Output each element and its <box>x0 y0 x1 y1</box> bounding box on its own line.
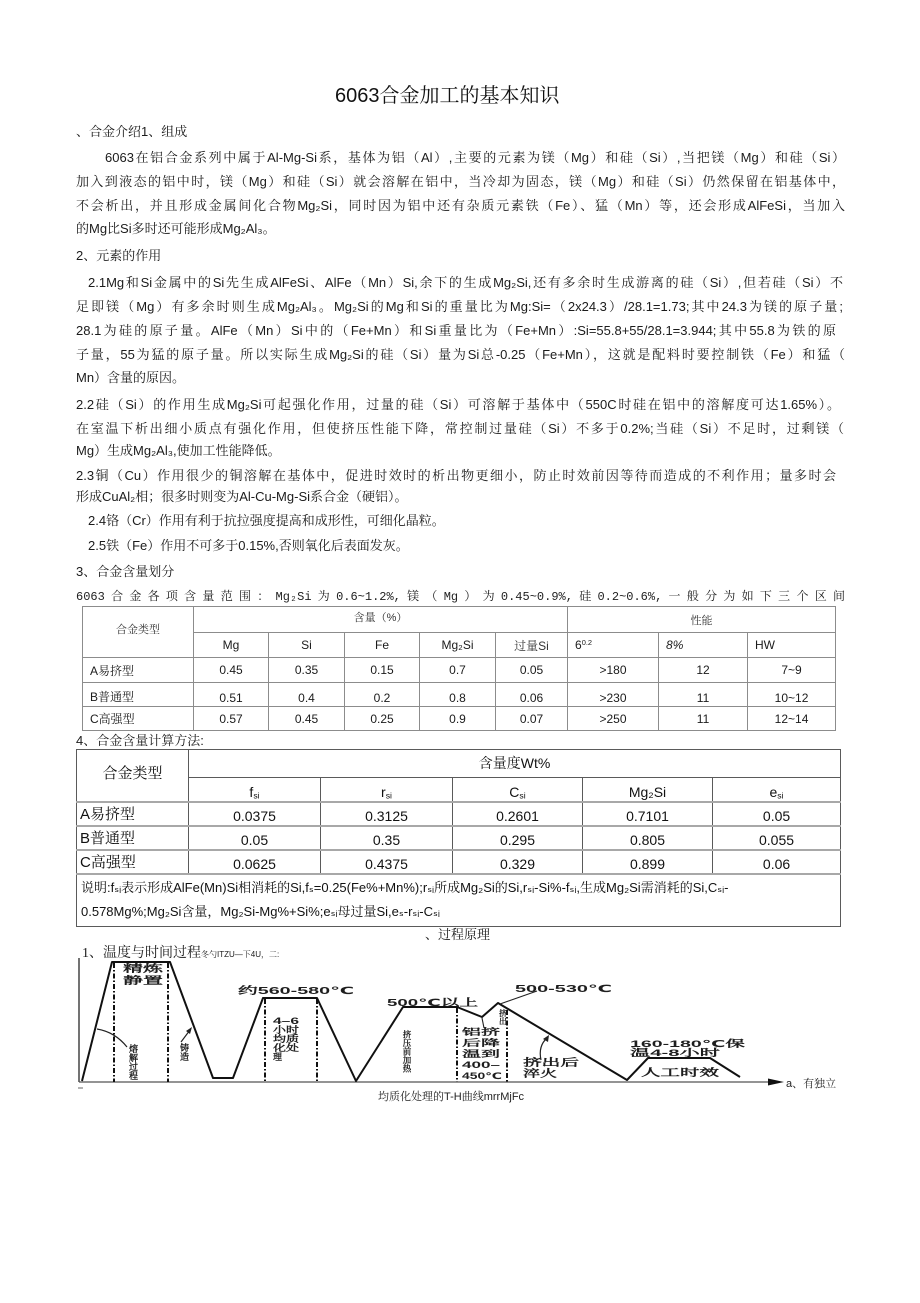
table-note-row <box>77 874 841 927</box>
section-heading-process: 、过程原理 <box>425 927 491 942</box>
temp-time-title: 1、温度与时间过程 <box>82 946 201 961</box>
header-base: Mg₂Si <box>628 783 667 800</box>
paragraph-line: 足即镁（Mg）有多余时则生成Mg₂Al₃。Mg₂Si的Mg和Si的重量比为Mg:Si=（2x24.3）/28.1=1.73;其中24.3为镁的原子量; <box>76 299 843 314</box>
cell: 0.7101 <box>583 802 713 826</box>
cell: 0.805 <box>583 826 713 850</box>
label-axis-note: a、有独立 <box>786 1078 837 1090</box>
cell: 0.25 <box>345 707 420 731</box>
note-line: 0.578Mg%;Mg₂Si含量，Mg₂Si-Mg%+Si%;eₛᵢ母过量Si,eₛ-rₛᵢ-Cₛᵢ <box>81 904 440 920</box>
row-type: A易挤型 <box>77 802 189 826</box>
label-settle: 静置 <box>123 976 143 987</box>
label-quench: 淬火 <box>523 1069 543 1080</box>
note-line: 说明:fₛᵢ表示形成AlFe(Mn)Si相消耗的Si,fₛ=0.25(Fe%+Mn%);rₛᵢ所成Mg₂Si的Si,rₛᵢ-Si%-fₛᵢ,生成Mg₂Si需消耗的Si,Cₛᵢ- <box>81 880 729 896</box>
cell: 0.4 <box>269 683 345 707</box>
time-axis-arrow-icon <box>768 1079 784 1086</box>
cell: 0.4375 <box>321 850 453 874</box>
cell: 0.05 <box>496 658 568 683</box>
label-billet-cool: 后降 <box>462 1038 481 1048</box>
temp-time-suffix: 冬勺ITZU—下4U，二: <box>201 950 280 959</box>
header-fe: Fe <box>345 633 420 658</box>
table-row <box>83 658 836 683</box>
paragraph-2-5: 2.5铁（Fe）作用不可多于0.15%,否则氧化后表面发灰。 <box>88 538 409 553</box>
header-yield-strength <box>568 633 659 658</box>
cell: 0.45 <box>269 707 345 731</box>
cell: 0.0375 <box>189 802 321 826</box>
table-row <box>77 802 841 826</box>
label-quench: 挤出后 <box>523 1058 553 1069</box>
paragraph-line: 28.1为硅的原子量。AlFe（Mn）Si中的（Fe+Mn）和Si重量比为（Fe+Mn）:Si=55.8+55/28.1=3.944;其中55.8为铁的原 <box>76 323 836 338</box>
content-calculation-table <box>76 749 841 927</box>
alloy-classification-table <box>82 606 836 731</box>
label-preheat: 挤压前加热 <box>402 1030 412 1073</box>
cell: 0.295 <box>453 826 583 850</box>
paragraph-line: Mg）生成Mg₂Al₃,使加工性能降低。 <box>76 443 281 458</box>
label-homog-time: 均质 <box>273 1034 292 1044</box>
section-heading-intro: 、合金介绍1、组成 <box>76 124 188 139</box>
cell: 0.2 <box>345 683 420 707</box>
melting-leader-line <box>97 1029 127 1047</box>
header-csi <box>453 778 583 802</box>
yield-sup: 0.2 <box>581 637 593 647</box>
table-row <box>77 826 841 850</box>
cell: >180 <box>568 658 659 683</box>
cell: 0.06 <box>496 683 568 707</box>
cell: 0.7 <box>420 658 496 683</box>
cell: 10~12 <box>748 683 836 707</box>
label-aging-temp: 160-180℃保 <box>630 1039 686 1050</box>
cell: 0.45 <box>194 658 269 683</box>
cell: 0.329 <box>453 850 583 874</box>
section-heading-content: 3、合金含量划分 <box>76 564 175 579</box>
header-elongation: 8% <box>659 633 748 658</box>
header-sub: si <box>519 789 526 800</box>
label-extrude-temp: 500-530℃ <box>515 984 612 995</box>
casting-arrow-head-icon <box>186 1027 192 1034</box>
paragraph-line: 形成CuAl₂相；很多时则变为Al-Cu-Mg-Si系合金（硬铝）。 <box>76 489 408 504</box>
paragraph-line: 2.2硅（Si）的作用生成Mg₂Si可起强化作用，过量的硅（Si）可溶解于基体中（550C时硅在铝中的溶解度可达1.65%）。 <box>76 397 840 412</box>
header-performance: 性能 <box>568 607 836 633</box>
header-fsi <box>189 778 321 802</box>
label-homog-time: 小时 <box>273 1025 292 1035</box>
paragraph-2-4: 2.4铬（Cr）作用有利于抗拉强度提高和成形性，可细化晶粒。 <box>88 513 445 528</box>
row-type: C高强型 <box>77 850 189 874</box>
label-homog-time: 化处 <box>273 1043 292 1053</box>
cell: 0.2601 <box>453 802 583 826</box>
header-rsi <box>321 778 453 802</box>
section-heading-elements: 2、元素的作用 <box>76 248 162 263</box>
cell: 0.05 <box>713 802 841 826</box>
header-mg2si <box>583 778 713 802</box>
table-header-row <box>77 750 841 778</box>
label-billet-cool: 450℃ <box>462 1071 503 1081</box>
label-preheat-temp: 500℃以上 <box>387 998 436 1009</box>
row-type: A易挤型 <box>83 658 194 683</box>
paragraph-line: Mn）含量的原因。 <box>76 370 186 385</box>
paragraph-line: 2.1Mg和Si金属中的Si先生成AlFeSi、AlFe（Mn）Si,余下的生成Mg₂Si,还有多余时生成游离的硅（Si）,但若硅（Si）不 <box>88 275 843 290</box>
cell: >230 <box>568 683 659 707</box>
table-header-row <box>83 607 836 633</box>
diagram-caption: 均质化处理的T-H曲线mrrMjFc <box>378 1091 525 1103</box>
cell: 12~14 <box>748 707 836 731</box>
header-sub: si <box>777 789 784 800</box>
paragraph-line: 在室温下析出细小质点有强化作用，但使挤压性能下降，常控制过量硅（Si）不多于0.2%;当硅（Si）不足时，过剩镁（ <box>76 421 844 436</box>
paragraph-line: 的Mg比Si多时还可能形成Mg₂Al₃。 <box>76 221 276 236</box>
paragraph-line: 子量，55为猛的原子量。所以实际生成Mg₂Si的硅（Si）量为Si总-0.25（Fe+Mn），这就是配料时要控制铁（Fe）和猛（ <box>76 347 845 362</box>
table-subheader-row <box>83 633 836 658</box>
header-base: f <box>249 783 254 800</box>
paragraph-line: 6063在铝合金系列中属于Al-Mg-Si系，基体为铝（Al）,主要的元素为镁（Mg）和硅（Si）,当把镁（Mg）和硅（Si） <box>105 150 845 165</box>
label-billet-cool: 温到 <box>462 1049 481 1059</box>
label-billet-cool: 铝挤 <box>462 1027 481 1037</box>
header-base: e <box>769 783 778 800</box>
cell: 0.8 <box>420 683 496 707</box>
label-casting: 铸造 <box>179 1043 189 1061</box>
cell: 0.055 <box>713 826 841 850</box>
phase-divider-lines <box>114 963 507 1082</box>
cell: 0.3125 <box>321 802 453 826</box>
quench-arrow <box>540 1038 547 1060</box>
header-si: Si <box>269 633 345 658</box>
label-extrude: 挤出 <box>498 1009 508 1025</box>
cell: 0.05 <box>189 826 321 850</box>
header-alloy-type: 合金类型 <box>77 750 189 802</box>
cell: >250 <box>568 707 659 731</box>
row-type: B普通型 <box>77 826 189 850</box>
cell: 0.9 <box>420 707 496 731</box>
table-row <box>77 850 841 874</box>
header-alloy-type: 合金类型 <box>83 607 194 658</box>
header-sub: si <box>385 789 392 800</box>
label-homog-temp: 约560-580℃ <box>238 986 297 997</box>
table-row <box>83 707 836 731</box>
label-homog-time: 理 <box>273 1052 283 1062</box>
table-note <box>77 874 841 927</box>
content-range-line: 6063合金各项含量范围：Mg₂Si为0.6~1.2%,镁（Mg）为0.45~0.9%,硅0.2~0.6%,一般分为如下三个区间 <box>76 590 845 604</box>
label-billet-cool: 400– <box>462 1060 500 1070</box>
yield-base: 6 <box>575 638 582 652</box>
cell: 0.35 <box>321 826 453 850</box>
header-mg: Mg <box>194 633 269 658</box>
cell: 0.06 <box>713 850 841 874</box>
row-type: B普通型 <box>83 683 194 707</box>
cell: 11 <box>659 683 748 707</box>
table-row <box>83 683 836 707</box>
label-aging: 人工时效 <box>641 1068 681 1079</box>
cell: 0.07 <box>496 707 568 731</box>
cell: 0.51 <box>194 683 269 707</box>
cell: 0.0625 <box>189 850 321 874</box>
paragraph-line: 不会析出，并且形成金属间化合物Mg₂Si，同时因为铝中还有杂质元素铁（Fe）、猛（Mn）等，还会形成AlFeSi，当加入 <box>76 198 845 213</box>
cell: 0.15 <box>345 658 420 683</box>
cell: 0.35 <box>269 658 345 683</box>
header-mg2si: Mg₂Si <box>420 633 496 658</box>
cell: 0.899 <box>583 850 713 874</box>
cell: 0.57 <box>194 707 269 731</box>
table-subheader-row <box>77 778 841 802</box>
header-base: C <box>509 783 520 800</box>
header-content-wt: 含量度Wt% <box>189 750 841 778</box>
row-type: C高强型 <box>83 707 194 731</box>
header-base: r <box>381 783 386 800</box>
cell: 7~9 <box>748 658 836 683</box>
section-heading-calculation: 4、合金含量计算方法: <box>76 733 204 748</box>
label-refine: 精炼 <box>123 964 143 975</box>
header-sub: si <box>253 789 260 800</box>
header-content: 含量（%） <box>194 607 568 633</box>
cell: 11 <box>659 707 748 731</box>
cell: 12 <box>659 658 748 683</box>
page-title: 6063合金加工的基本知识 <box>335 85 560 107</box>
temperature-time-diagram <box>70 940 837 1100</box>
paragraph-line: 加入到液态的铝中时，镁（Mg）和硅（Si）就会溶解在铝中，当冷却为固态，镁（Mg）和硅（Si）仍然保留在铝基体中， <box>76 174 845 189</box>
label-aging-time: 温4-8小时 <box>630 1048 673 1059</box>
header-hardness: HW <box>748 633 836 658</box>
paragraph-line: 2.3铜（Cu）作用很少的铜溶解在基体中，促进时效时的析出物更细小，防止时效前因等待而造成的不利作用；量多时会 <box>76 468 836 483</box>
header-excess-si: 过量Si <box>496 633 568 658</box>
label-homog-time: 4–6 <box>273 1016 299 1026</box>
label-melting: 熔解过程 <box>128 1044 138 1080</box>
header-esi <box>713 778 841 802</box>
